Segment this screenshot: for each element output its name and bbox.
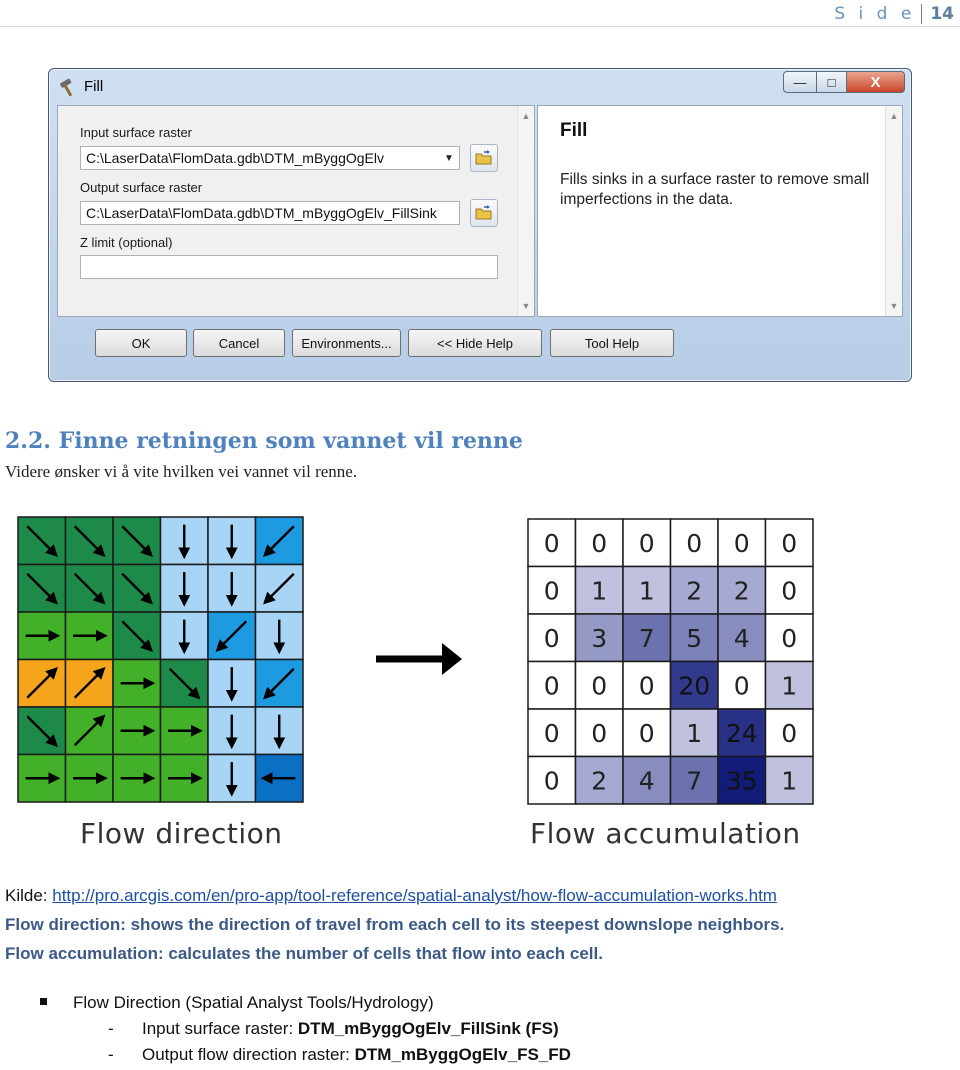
- accumulation-value: 5: [686, 623, 703, 653]
- input-surface-raster-value: C:\LaserData\FlomData.gdb\DTM_mByggOgElv: [86, 150, 384, 166]
- minimize-button[interactable]: —: [783, 71, 817, 93]
- scroll-up-icon[interactable]: ▲: [889, 111, 899, 121]
- input-surface-raster-label: Input surface raster: [80, 125, 192, 140]
- page-header-label: S i d e: [834, 4, 916, 24]
- step-input-prefix: Input surface raster:: [142, 1019, 298, 1038]
- output-browse-button[interactable]: [470, 199, 498, 227]
- flow-figure-graphic: [4, 505, 834, 815]
- accumulation-value: 7: [638, 623, 655, 653]
- accumulation-value: 0: [591, 528, 608, 558]
- accumulation-value: 0: [543, 671, 560, 701]
- accumulation-value: 2: [591, 766, 608, 796]
- help-title: Fill: [560, 120, 588, 141]
- accumulation-value: 0: [781, 528, 798, 558]
- fill-dialog: [48, 68, 912, 382]
- accumulation-value: 0: [543, 623, 560, 653]
- cancel-button[interactable]: Cancel: [193, 329, 285, 357]
- accumulation-value: 0: [591, 671, 608, 701]
- step-input-line: [108, 1019, 559, 1039]
- accumulation-value: 1: [781, 766, 798, 796]
- accumulation-value: 1: [591, 576, 608, 606]
- output-surface-raster-label: Output surface raster: [80, 180, 203, 195]
- accumulation-value: 0: [543, 766, 560, 796]
- chevron-down-icon[interactable]: ▼: [444, 152, 454, 164]
- parameters-scrollbar[interactable]: [517, 106, 534, 316]
- accumulation-value: 1: [781, 671, 798, 701]
- flow-figure: [4, 505, 834, 863]
- hide-help-button[interactable]: << Hide Help: [408, 329, 542, 357]
- page-number: 14: [930, 4, 954, 24]
- accumulation-value: 24: [725, 718, 758, 748]
- accumulation-value: 0: [733, 528, 750, 558]
- dash-marker: -: [108, 1019, 114, 1038]
- scroll-down-icon[interactable]: ▼: [521, 301, 531, 311]
- accumulation-value: 4: [733, 623, 750, 653]
- accumulation-value: 3: [591, 623, 608, 653]
- dialog-button-row: [49, 321, 911, 377]
- step-title: Flow Direction (Spatial Analyst Tools/Hydrology): [73, 993, 434, 1012]
- transform-arrow-icon: [442, 643, 462, 675]
- close-button[interactable]: X: [847, 71, 905, 93]
- accumulation-value: 4: [638, 766, 655, 796]
- input-browse-button[interactable]: [470, 144, 498, 172]
- accumulation-value: 0: [543, 576, 560, 606]
- accumulation-value: 2: [733, 576, 750, 606]
- dash-marker: -: [108, 1045, 114, 1064]
- flow-accumulation-definition: Flow accumulation: calculates the number of cells that flow into each cell.: [5, 944, 603, 963]
- flow-accumulation-caption: Flow accumulation: [530, 817, 801, 850]
- source-label: Kilde:: [5, 886, 53, 905]
- window-controls: [783, 71, 905, 93]
- step-input-value: DTM_mByggOgElv_FillSink (FS): [297, 1019, 559, 1038]
- intro-paragraph: Videre ønsker vi å vite hvilken vei vannet vil renne.: [5, 462, 358, 481]
- accumulation-value: 0: [781, 576, 798, 606]
- accumulation-value: 7: [686, 766, 703, 796]
- help-description: Fills sinks in a surface raster to remove small imperfections in the data.: [560, 171, 870, 208]
- source-link[interactable]: http://pro.arcgis.com/en/pro-app/tool-reference/spatial-analyst/how-flow-accumulation-works.htm: [52, 886, 777, 905]
- z-limit-label: Z limit (optional): [80, 235, 173, 250]
- help-pane: [537, 105, 903, 317]
- accumulation-value: 1: [686, 718, 703, 748]
- tool-help-button[interactable]: Tool Help: [550, 329, 674, 357]
- accumulation-value: 20: [678, 671, 711, 701]
- header-separator: [921, 4, 922, 24]
- accumulation-value: 1: [638, 576, 655, 606]
- help-scrollbar[interactable]: [885, 106, 902, 316]
- hammer-icon: [58, 78, 78, 98]
- open-folder-icon: [475, 205, 493, 221]
- page-header: [834, 2, 954, 26]
- accumulation-value: 0: [638, 718, 655, 748]
- bullet-square-icon: [40, 998, 47, 1005]
- accumulation-value: 35: [725, 766, 758, 796]
- flow-direction-definition: Flow direction: shows the direction of travel from each cell to its steepest downslope neighbors.: [5, 915, 785, 934]
- accumulation-value: 0: [733, 671, 750, 701]
- accumulation-value: 0: [591, 718, 608, 748]
- parameters-pane: [57, 105, 535, 317]
- maximize-button[interactable]: □: [817, 71, 847, 93]
- flow-direction-caption: Flow direction: [80, 817, 283, 850]
- accumulation-value: 2: [686, 576, 703, 606]
- accumulation-value: 0: [543, 528, 560, 558]
- input-surface-raster-combo[interactable]: [80, 146, 460, 170]
- section-heading: 2.2. Finne retningen som vannet vil renne: [5, 428, 523, 454]
- header-rule: [0, 26, 960, 27]
- step-output-line: [108, 1045, 571, 1065]
- accumulation-value: 0: [638, 671, 655, 701]
- output-surface-raster-input[interactable]: [80, 201, 460, 225]
- dialog-titlebar[interactable]: [49, 69, 911, 105]
- dialog-title: Fill: [84, 78, 104, 95]
- ok-button[interactable]: OK: [95, 329, 187, 357]
- accumulation-value: 0: [781, 623, 798, 653]
- step-output-prefix: Output flow direction raster:: [142, 1045, 355, 1064]
- accumulation-value: 0: [781, 718, 798, 748]
- accumulation-value: 0: [638, 528, 655, 558]
- scroll-down-icon[interactable]: ▼: [889, 301, 899, 311]
- step-output-value: DTM_mByggOgElv_FS_FD: [354, 1045, 571, 1064]
- open-folder-icon: [475, 150, 493, 166]
- accumulation-value: 0: [543, 718, 560, 748]
- output-surface-raster-value: C:\LaserData\FlomData.gdb\DTM_mByggOgElv_FillSink: [86, 205, 437, 221]
- environments-button[interactable]: Environments...: [292, 329, 401, 357]
- accumulation-value: 0: [686, 528, 703, 558]
- scroll-up-icon[interactable]: ▲: [521, 111, 531, 121]
- source-line: [5, 886, 777, 906]
- z-limit-input[interactable]: [80, 255, 498, 279]
